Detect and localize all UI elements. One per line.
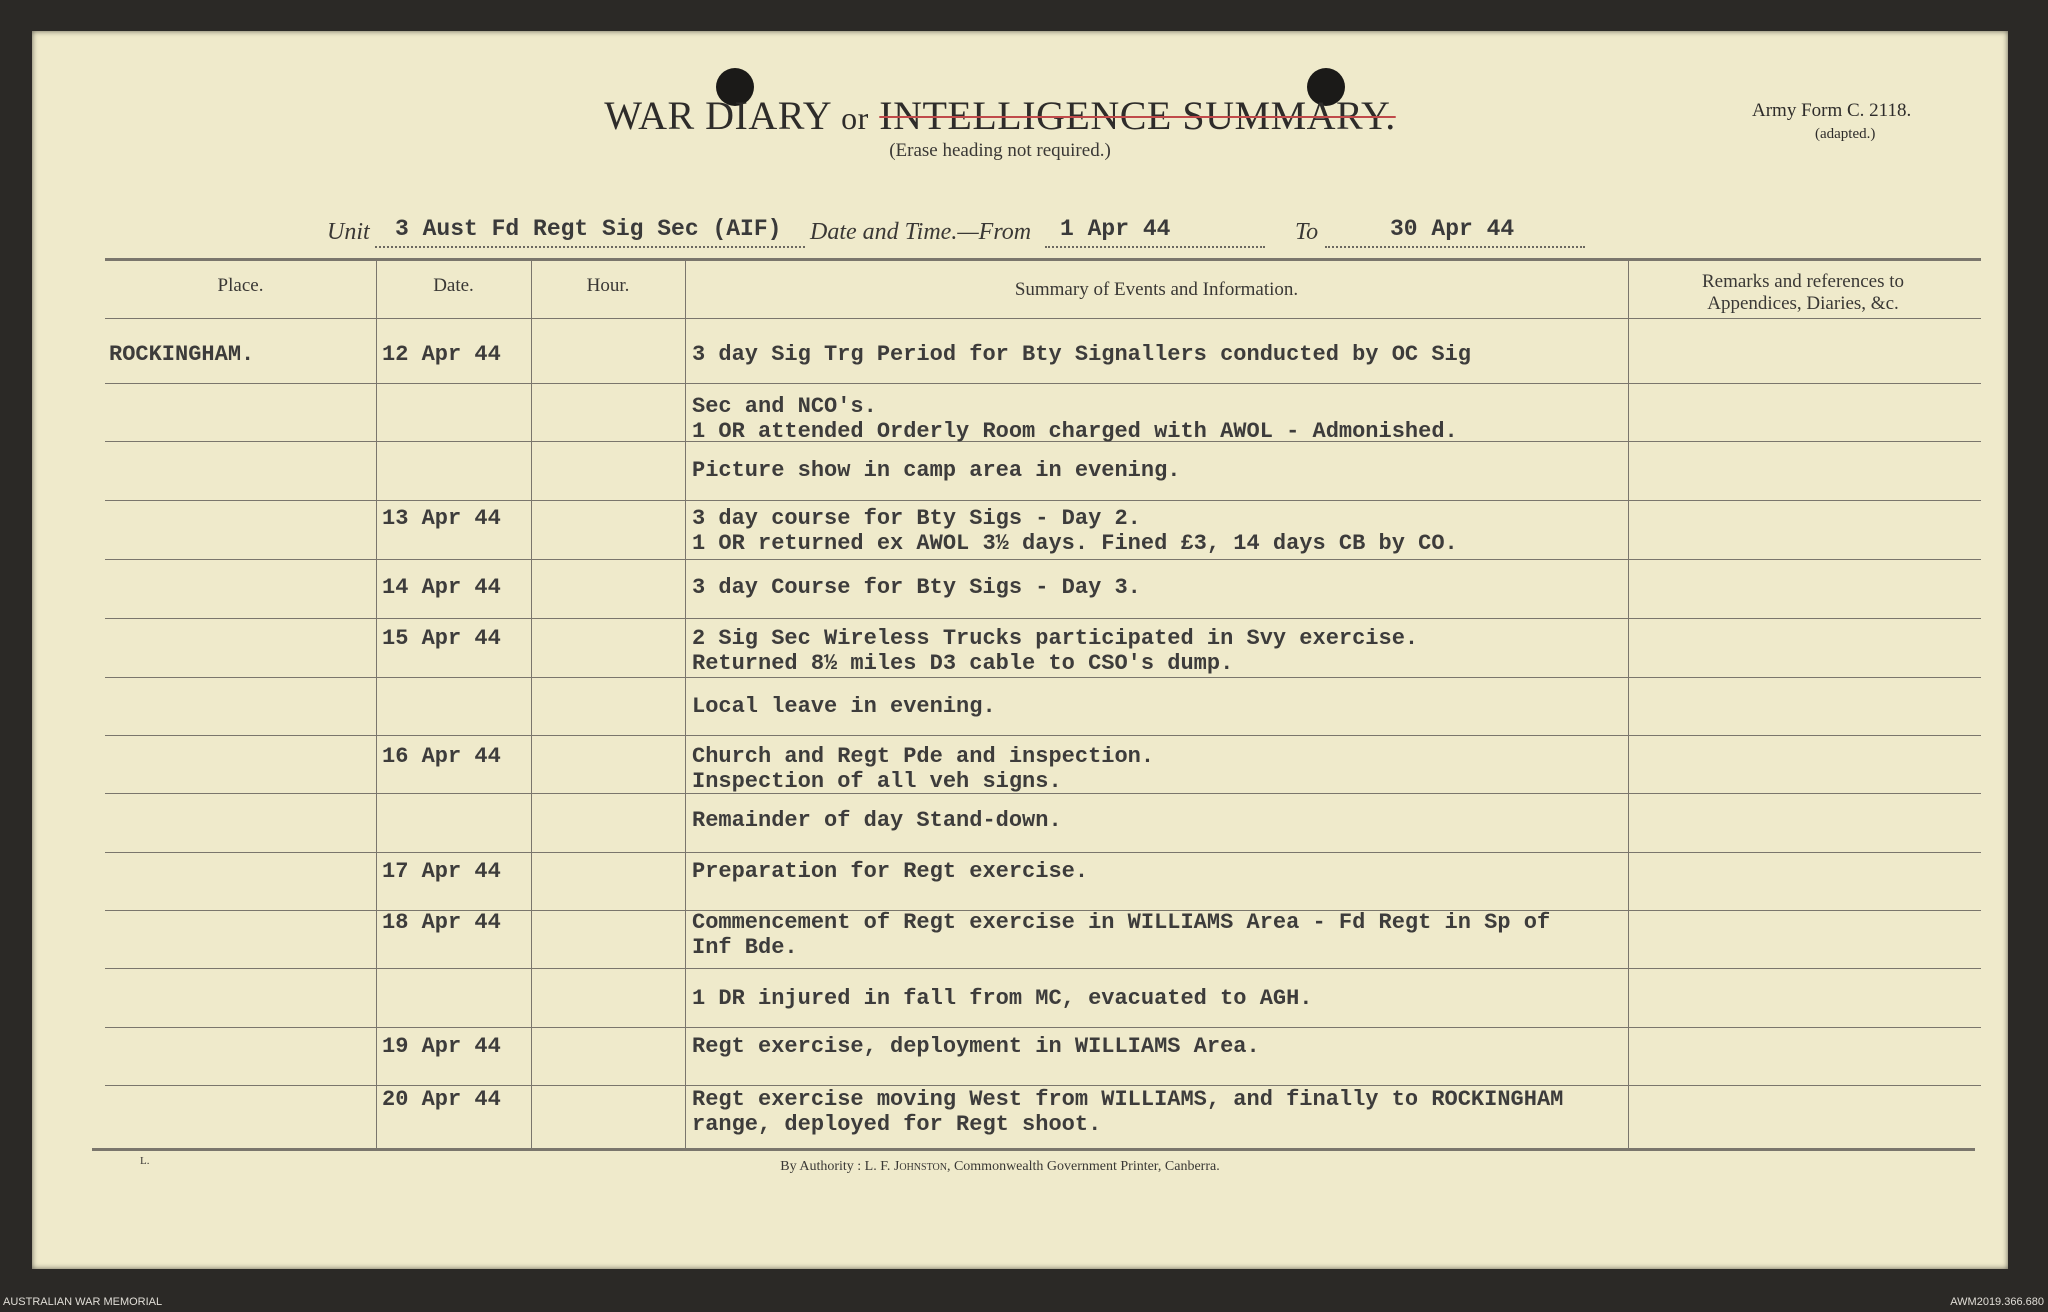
row-rule xyxy=(105,1085,1981,1086)
row-summary: Regt exercise, deployment in WILLIAMS Area. xyxy=(692,1034,1260,1059)
col-divider-hour xyxy=(685,258,686,1148)
to-dots xyxy=(1325,246,1585,248)
row-summary: 2 Sig Sec Wireless Trucks participated in Svy exercise. Returned 8½ miles D3 cable to CSO's dump. xyxy=(692,626,1419,676)
erase-note: (Erase heading not required.) xyxy=(889,140,1111,161)
table-bottom-rule xyxy=(92,1148,1975,1151)
row-summary: Picture show in camp area in evening. xyxy=(692,458,1181,483)
row-summary: 3 day course for Bty Sigs - Day 2. 1 OR returned ex AWOL 3½ days. Fined £3, 14 days CB by CO. xyxy=(692,506,1458,556)
from-dots xyxy=(1045,246,1265,248)
to-label: To xyxy=(1295,219,1319,245)
row-summary: 3 day Course for Bty Sigs - Day 3. xyxy=(692,575,1141,600)
row-summary: Church and Regt Pde and inspection. Inspection of all veh signs. xyxy=(692,744,1155,794)
row-summary: Remainder of day Stand-down. xyxy=(692,808,1062,833)
header-remarks xyxy=(1628,271,1978,315)
row-date: 13 Apr 44 xyxy=(382,506,501,531)
col-divider-place xyxy=(376,258,377,1148)
header-date: Date. xyxy=(433,275,474,296)
printer-authority xyxy=(0,1159,2000,1175)
unit-label: Unit xyxy=(327,219,370,245)
row-date: 15 Apr 44 xyxy=(382,626,501,651)
row-rule xyxy=(105,852,1981,853)
unit-line xyxy=(295,212,1585,248)
header-hour: Hour. xyxy=(586,275,630,296)
title-war-diary: WAR DIARY xyxy=(604,93,831,138)
to-value: 30 Apr 44 xyxy=(1390,216,1515,242)
date-time-label: Date and Time.—From xyxy=(810,219,1032,245)
row-rule xyxy=(105,559,1981,560)
row-rule xyxy=(105,500,1981,501)
archive-caption: AUSTRALIAN WAR MEMORIAL xyxy=(3,1296,163,1308)
row-rule xyxy=(105,318,1981,319)
header-summary: Summary of Events and Information. xyxy=(1014,279,1299,300)
corner-mark: L. xyxy=(140,1155,150,1167)
col-divider-summary xyxy=(1628,258,1629,1148)
archive-id: AWM2019.366.680 xyxy=(1950,1296,2044,1308)
row-summary: Sec and NCO's. 1 OR attended Orderly Room charged with AWOL - Admonished. xyxy=(692,394,1458,444)
row-date: 19 Apr 44 xyxy=(382,1034,501,1059)
row-rule xyxy=(105,618,1981,619)
row-rule xyxy=(105,677,1981,678)
row-rule xyxy=(105,1027,1981,1028)
from-value: 1 Apr 44 xyxy=(1060,216,1171,242)
title-intelligence-summary: INTELLIGENCE SUMMARY. xyxy=(879,93,1396,138)
row-summary: 3 day Sig Trg Period for Bty Signallers conducted by OC Sig xyxy=(692,342,1471,367)
header-place: Place. xyxy=(217,275,264,296)
title-or: or xyxy=(841,100,869,136)
army-form-adapted: (adapted.) xyxy=(1815,126,1876,142)
header-remarks-line1: Remarks and references to xyxy=(1701,271,1905,292)
form-title xyxy=(0,92,2000,139)
row-summary: Local leave in evening. xyxy=(692,694,996,719)
row-summary: Preparation for Regt exercise. xyxy=(692,859,1089,884)
unit-dots xyxy=(375,246,805,248)
row-date: 18 Apr 44 xyxy=(382,910,501,935)
row-date: 12 Apr 44 xyxy=(382,342,501,367)
row-rule xyxy=(105,735,1981,736)
row-rule xyxy=(105,383,1981,384)
unit-value: 3 Aust Fd Regt Sig Sec (AIF) xyxy=(395,216,782,242)
authority-name: Johnston xyxy=(893,1159,947,1174)
row-date: 17 Apr 44 xyxy=(382,859,501,884)
row-place: ROCKINGHAM. xyxy=(109,342,255,367)
authority-suffix: , Commonwealth Government Printer, Canberra. xyxy=(946,1159,1220,1174)
row-summary: Regt exercise moving West from WILLIAMS, and finally to ROCKINGHAM range, deployed for Regt shoot. xyxy=(692,1087,1564,1137)
table-top-rule xyxy=(105,258,1981,261)
row-date: 14 Apr 44 xyxy=(382,575,501,600)
row-date: 16 Apr 44 xyxy=(382,744,501,769)
row-summary: 1 DR injured in fall from MC, evacuated to AGH. xyxy=(692,986,1313,1011)
row-rule xyxy=(105,968,1981,969)
army-form-number: Army Form C. 2118. xyxy=(1752,100,1912,121)
col-divider-date xyxy=(531,258,532,1148)
header-remarks-line2: Appendices, Diaries, &c. xyxy=(1707,293,1899,314)
row-summary: Commencement of Regt exercise in WILLIAMS Area - Fd Regt in Sp of Inf Bde. xyxy=(692,910,1551,960)
authority-prefix: By Authority : L. F. xyxy=(780,1159,891,1174)
row-date: 20 Apr 44 xyxy=(382,1087,501,1112)
